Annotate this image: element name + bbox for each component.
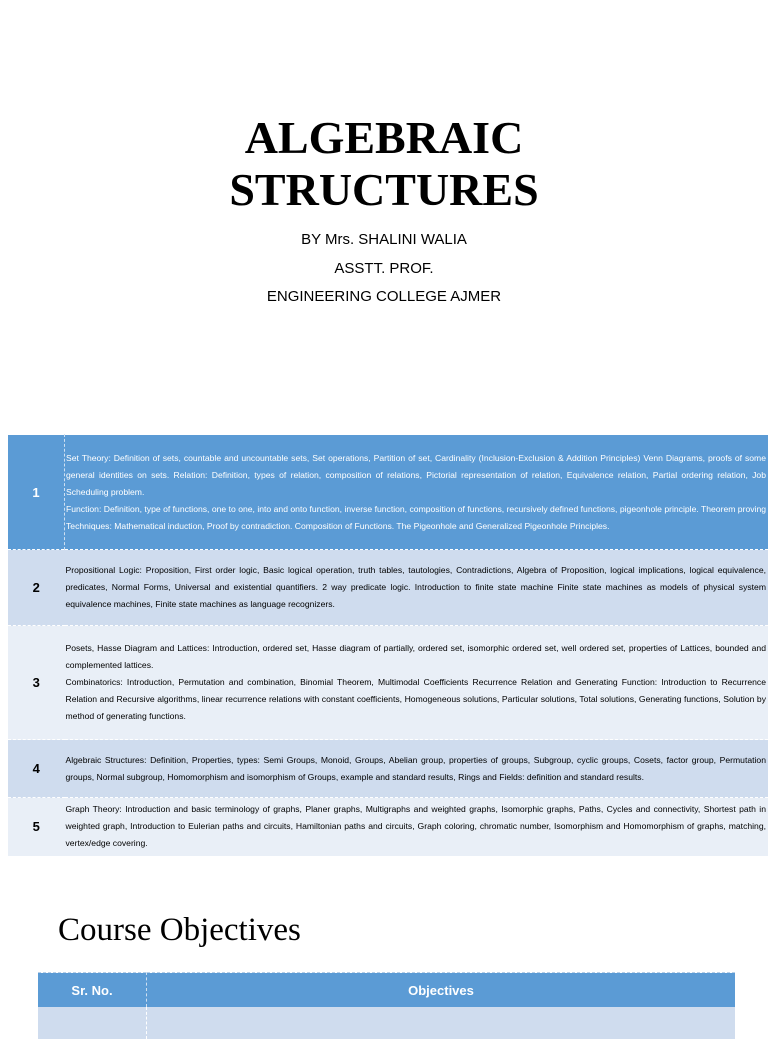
title-line-1: ALGEBRAIC — [245, 112, 524, 163]
unit-description — [65, 435, 768, 550]
author-position: ASSTT. PROF. — [0, 259, 768, 279]
unit-paragraph: Graph Theory: Introduction and basic terminology of graphs, Planer graphs, Multigraphs and weighted graphs, Isomorphic graphs, Paths, Cycles and connectivity, Shortest path in weighted graph, Introduction to Eulerian paths and circuits, Hamiltonian paths and circuits, Graph coloring, chromatic number, Isomorphism and Homomorphism of graphs, matching, vertex/edge covering. — [66, 801, 767, 852]
title-line-2: STRUCTURES — [229, 164, 538, 215]
unit-paragraph: Propositional Logic: Proposition, First order logic, Basic logical operation, truth tables, tautologies, Contradictions, Algebra of Proposition, logical implications, logical equivalence, predicates, Normal Forms, Universal and existential quantifiers. 2 way predicate logic. Introduction to finite state machine Finite state machines as models of physical system equivalence machines, Finite state machines as language recognizers. — [66, 562, 767, 613]
section-heading-course-objectives: Course Objectives — [58, 908, 301, 952]
syllabus-row-1 — [8, 435, 768, 550]
unit-description — [65, 550, 768, 626]
unit-description — [65, 626, 768, 740]
unit-paragraph: Combinatorics: Introduction, Permutation and combination, Binomial Theorem, Multimodal Coefficients Recurrence Relation and Generating Function: Introduction to Recurrence Relation and Recursive algorithms, linear recurrence relations with constant coefficients, Homogeneous solutions, Particular solutions, Total solutions, Generating functions, Solution by method of generating functions. — [66, 674, 767, 725]
unit-number: 3 — [8, 626, 65, 740]
author-college: ENGINEERING COLLEGE AJMER — [0, 287, 768, 307]
objectives-cell — [147, 1007, 736, 1039]
column-header-sr-no: Sr. No. — [38, 973, 147, 1008]
unit-number: 1 — [8, 435, 65, 550]
syllabus-table — [8, 434, 768, 856]
author-name: BY Mrs. SHALINI WALIA — [0, 230, 768, 250]
unit-paragraph: Function: Definition, type of functions, one to one, into and onto function, inverse function, composition of functions, recursively defined functions, pigeonhole principle. Theorem proving Techniques: Mathematical induction, Proof by contradiction. Composition of Functions. The Pigeonhole and Generalized Pigeonhole Principles. — [66, 501, 766, 535]
unit-number: 4 — [8, 740, 65, 798]
objectives-cell — [38, 1007, 147, 1039]
syllabus-row-2 — [8, 550, 768, 626]
unit-paragraph: Posets, Hasse Diagram and Lattices: Introduction, ordered set, Hasse diagram of partially, ordered set, isomorphic ordered set, well ordered set, properties of Lattices, bounded and complemented lattices. — [66, 640, 767, 674]
column-header-objectives: Objectives — [147, 973, 736, 1008]
unit-description — [65, 798, 768, 856]
unit-number: 2 — [8, 550, 65, 626]
objectives-table — [38, 972, 735, 1039]
objectives-row — [38, 1007, 735, 1039]
objectives-header-row — [38, 973, 735, 1008]
document-title — [0, 112, 768, 216]
unit-paragraph: Algebraic Structures: Definition, Properties, types: Semi Groups, Monoid, Groups, Abelian group, properties of groups, Subgroup, cyclic groups, Cosets, factor group, Permutation groups, Normal subgroup, Homomorphism and isomorphism of Groups, example and standard results, Rings and Fields: definition and standard results. — [66, 752, 767, 786]
syllabus-row-3 — [8, 626, 768, 740]
unit-number: 5 — [8, 798, 65, 856]
syllabus-row-4 — [8, 740, 768, 798]
unit-description — [65, 740, 768, 798]
unit-paragraph: Set Theory: Definition of sets, countable and uncountable sets, Set operations, Partition of set, Cardinality (Inclusion-Exclusion & Addition Principles) Venn Diagrams, proofs of some general identities on sets. Relation: Definition, types of relation, composition of relations, Pictorial representation of relation, Equivalence relation, Partial ordering relation, Job Scheduling problem. — [66, 450, 766, 501]
syllabus-row-5 — [8, 798, 768, 856]
